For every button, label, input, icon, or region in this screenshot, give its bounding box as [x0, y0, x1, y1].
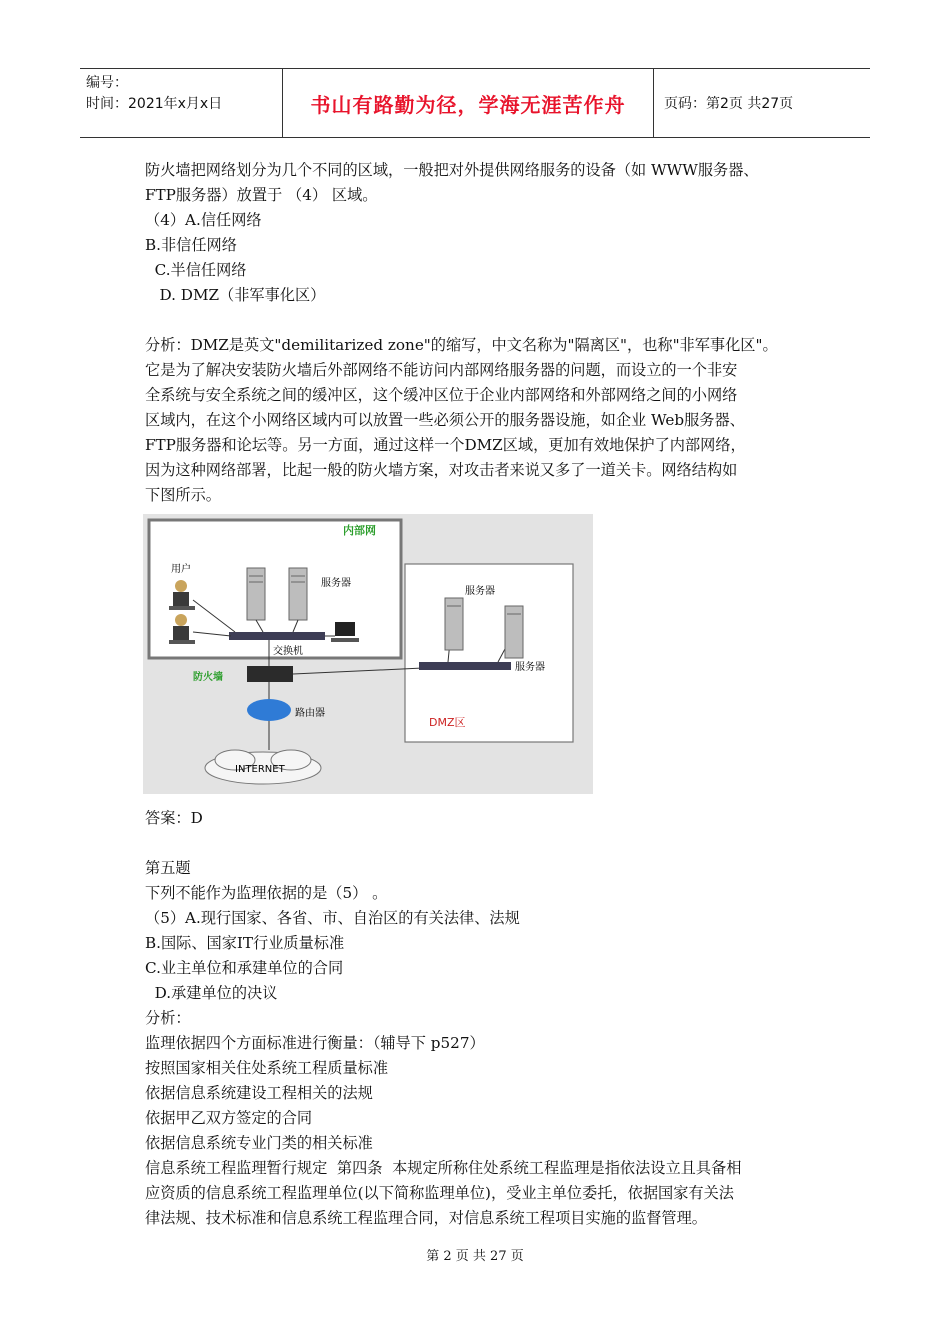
internal-net-label: 内部网 [343, 524, 376, 537]
document-body [145, 158, 825, 508]
analysis5-line: 信息系统工程监理暂行规定 第四条 本规定所称住处系统工程监理是指依法设立且具备相 [145, 1159, 742, 1177]
analysis-line: 区域内，在这个小网络区域内可以放置一些必须公开的服务器设施，如企业 Web服务器、 [145, 411, 745, 429]
analysis5-line: 按照国家相关住处系统工程质量标准 [145, 1059, 388, 1077]
router-icon [247, 699, 291, 721]
server-icon [505, 606, 523, 658]
analysis-line: 下图所示。 [145, 486, 221, 504]
analysis5-line: 监理依据四个方面标准进行衡量：（辅导下 p527） [145, 1034, 485, 1052]
question4-line1: 防火墙把网络划分为几个不同的区域，一般把对外提供网络服务的设备（如 WWW服务器、 [145, 161, 759, 179]
users-label: 用户 [171, 564, 191, 575]
question5-option-d: D.承建单位的决议 [145, 984, 278, 1002]
firewall-label: 防火墙 [193, 672, 223, 683]
analysis5-line: 依据甲乙双方签定的合同 [145, 1109, 313, 1127]
analysis-line: 它是为了解决安装防火墙后外部网络不能访问内部网络服务器的问题，而设立的一个非安 [145, 361, 738, 379]
analysis5-line: 依据信息系统建设工程相关的法规 [145, 1084, 373, 1102]
internet-label: INTERNET [235, 764, 285, 775]
analysis-line: FTP服务器和论坛等。另一方面，通过这样一个DMZ区域，更加有效地保护了内部网络， [145, 436, 746, 454]
question5-title: 第五题 [145, 859, 191, 877]
analysis5-line: 应资质的信息系统工程监理单位(以下简称监理单位)，受业主单位委托，依据国家有关法 [145, 1184, 734, 1202]
server-icon [289, 568, 307, 620]
number-label: 编号： [86, 75, 128, 91]
server-icon [247, 568, 265, 620]
analysis-line: 全系统与安全系统之间的缓冲区，这个缓冲区位于企业内部网络和外部网络之间的小网络 [145, 386, 738, 404]
switch-icon [229, 632, 325, 640]
header-page-info: 页码：第2页 共27页 [664, 96, 794, 112]
question4-option-d: D. DMZ（非军事化区） [145, 286, 326, 304]
question4-option-c: C.半信任网络 [145, 261, 247, 279]
switch-label: 交换机 [273, 646, 303, 657]
dmz-server-top-label: 服务器 [465, 586, 495, 597]
dmz-switch-icon [419, 662, 511, 670]
document-body-continued [145, 806, 825, 1231]
header-meta [80, 69, 282, 137]
time-label: 时间：2021年x月x日 [86, 96, 223, 112]
question5-option-a: （5）A.现行国家、各省、市、自治区的有关法律、法规 [145, 909, 520, 927]
question4-option-a: （4）A.信任网络 [145, 211, 262, 229]
question4-line2: FTP服务器）放置于 （4） 区域。 [145, 186, 378, 204]
internal-servers-label: 服务器 [321, 578, 351, 589]
firewall-icon [247, 666, 293, 682]
header-motto [282, 69, 654, 137]
question4-option-b: B.非信任网络 [145, 236, 237, 254]
analysis5-line: 依据信息系统专业门类的相关标准 [145, 1134, 373, 1152]
question5-text: 下列不能作为监理依据的是（5） 。 [145, 884, 388, 902]
router-label: 路由器 [295, 708, 325, 719]
analysis-line: 分析：DMZ是英文"demilitarized zone"的缩写，中文名称为"隔离区"，也称"非军事化区"。 [145, 336, 778, 354]
network-diagram [143, 514, 593, 794]
page-header [80, 68, 870, 138]
analysis5-line: 律法规、技术标准和信息系统工程监理合同，对信息系统工程项目实施的监督管理。 [145, 1209, 707, 1227]
dmz-zone-label: DMZ区 [429, 716, 466, 729]
page-footer: 第 2 页 共 27 页 [426, 1249, 524, 1264]
answer4: 答案：D [145, 809, 203, 827]
question5-option-b: B.国际、国家IT行业质量标准 [145, 934, 345, 952]
motto-text: 书山有路勤为径，学海无涯苦作舟 [310, 92, 626, 117]
server-icon [445, 598, 463, 650]
analysis5-label: 分析： [145, 1009, 191, 1027]
workstation-icon [331, 622, 359, 642]
analysis-line: 因为这种网络部署，比起一般的防火墙方案，对攻击者来说又多了一道关卡。网络结构如 [145, 461, 738, 479]
question5-option-c: C.业主单位和承建单位的合同 [145, 959, 344, 977]
dmz-server-right-label: 服务器 [515, 662, 545, 673]
